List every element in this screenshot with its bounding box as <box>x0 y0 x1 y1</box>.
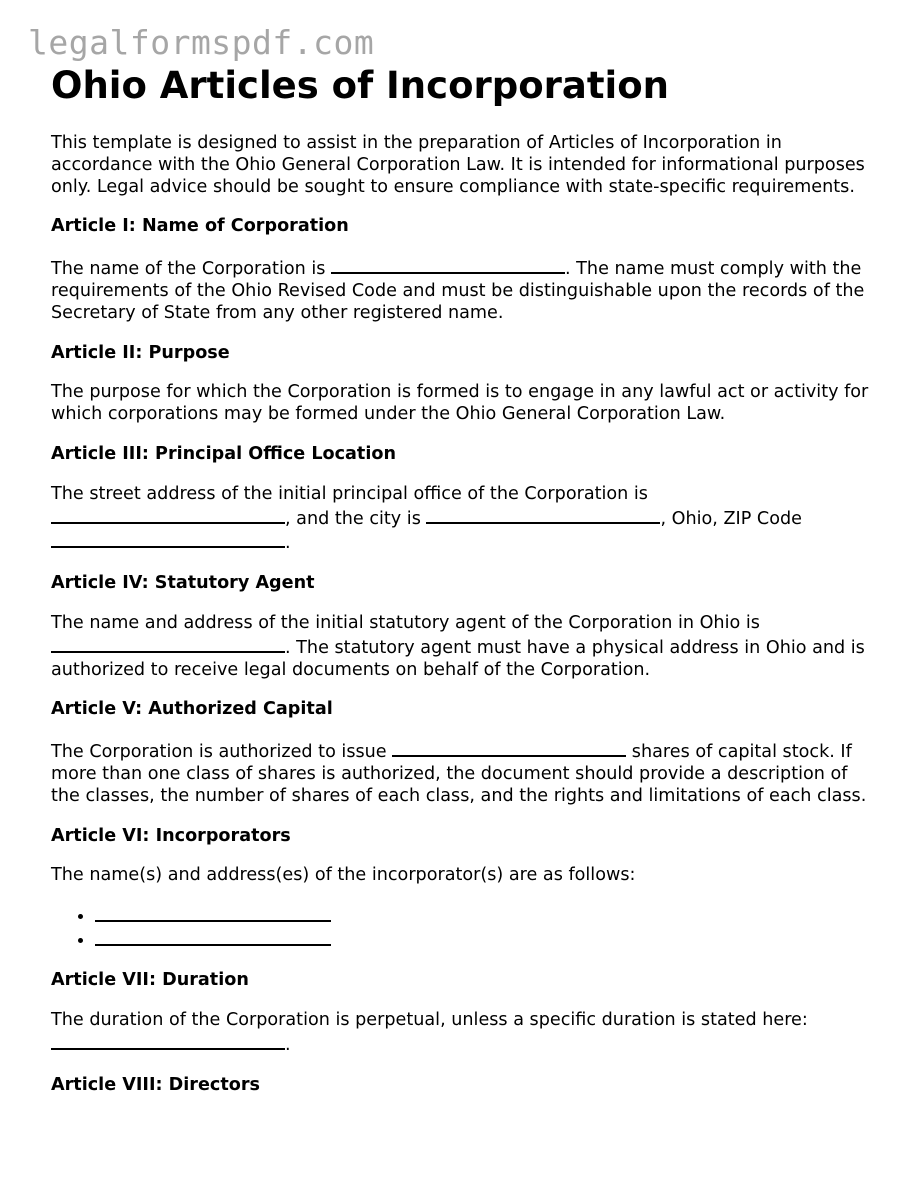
article-1-text-before: The name of the Corporation is <box>51 259 331 280</box>
article-5-text-before: The Corporation is authorized to issue <box>51 742 393 763</box>
article-7-heading: Article VII: Duration <box>51 970 249 991</box>
article-1-text <box>51 256 881 324</box>
city-blank[interactable] <box>426 506 660 524</box>
article-3-text-2: , and the city is <box>285 508 427 529</box>
article-1-heading: Article I: Name of Corporation <box>51 216 349 237</box>
document-page <box>51 62 881 1096</box>
article-3-text-3: , Ohio, ZIP Code <box>660 508 802 529</box>
incorporators-list <box>51 904 881 952</box>
article-7-text-before: The duration of the Corporation is perpetual, unless a specific duration is stated here: <box>51 1009 808 1030</box>
article-4-text <box>51 613 881 681</box>
article-3-text-1: The street address of the initial principal office of the Corporation is <box>51 483 648 504</box>
article-3-heading: Article III: Principal Office Location <box>51 443 396 464</box>
article-8-heading: Article VIII: Directors <box>51 1074 260 1095</box>
article-4-heading: Article IV: Statutory Agent <box>51 573 315 594</box>
article-6-heading: Article VI: Incorporators <box>51 825 291 846</box>
article-5-text-after: shares of capital stock. If more than one class of shares is authorized, the document should provide a description of the classes, the number of shares of each class, and the rights and limitations of each class. <box>51 742 867 806</box>
article-3-text-4: . <box>285 533 291 554</box>
article-7-text-after: . <box>285 1034 291 1055</box>
article-2-heading: Article II: Purpose <box>51 342 230 363</box>
article-5-heading: Article V: Authorized Capital <box>51 699 333 720</box>
article-1-text-after: . The name must comply with the requirements of the Ohio Revised Code and must be distinguishable upon the records of the Secretary of State from any other registered name. <box>51 259 865 323</box>
incorporator-1-blank[interactable] <box>95 904 331 922</box>
zip-code-blank[interactable] <box>51 530 285 548</box>
statutory-agent-blank[interactable] <box>51 635 285 653</box>
list-item <box>95 904 881 928</box>
duration-blank[interactable] <box>51 1032 285 1050</box>
article-5-text <box>51 739 881 807</box>
incorporator-2-blank[interactable] <box>95 928 331 946</box>
watermark: legalformspdf.com <box>28 23 375 62</box>
street-address-blank[interactable] <box>51 506 285 524</box>
intro-paragraph: This template is designed to assist in the preparation of Articles of Incorporation in accordance with the Ohio General Corporation Law. It is intended for informational purposes only. Legal advice should be sought to ensure compliance with state-specific requirements. <box>51 133 865 197</box>
article-3-text <box>51 484 881 555</box>
article-4-text-after: . The statutory agent must have a physical address in Ohio and is authorized to receive legal documents on behalf of the Corporation. <box>51 637 865 680</box>
corporation-name-blank[interactable] <box>331 256 565 274</box>
article-7-text <box>51 1010 881 1057</box>
list-item <box>95 928 881 952</box>
article-4-text-before: The name and address of the initial statutory agent of the Corporation in Ohio is <box>51 612 760 633</box>
shares-count-blank[interactable] <box>392 739 626 757</box>
page-title: Ohio Articles of Incorporation <box>51 64 669 107</box>
article-2-text: The purpose for which the Corporation is formed is to engage in any lawful act or activity for which corporations may be formed under the Ohio General Corporation Law. <box>51 382 869 425</box>
article-6-text: The name(s) and address(es) of the incorporator(s) are as follows: <box>51 865 636 886</box>
